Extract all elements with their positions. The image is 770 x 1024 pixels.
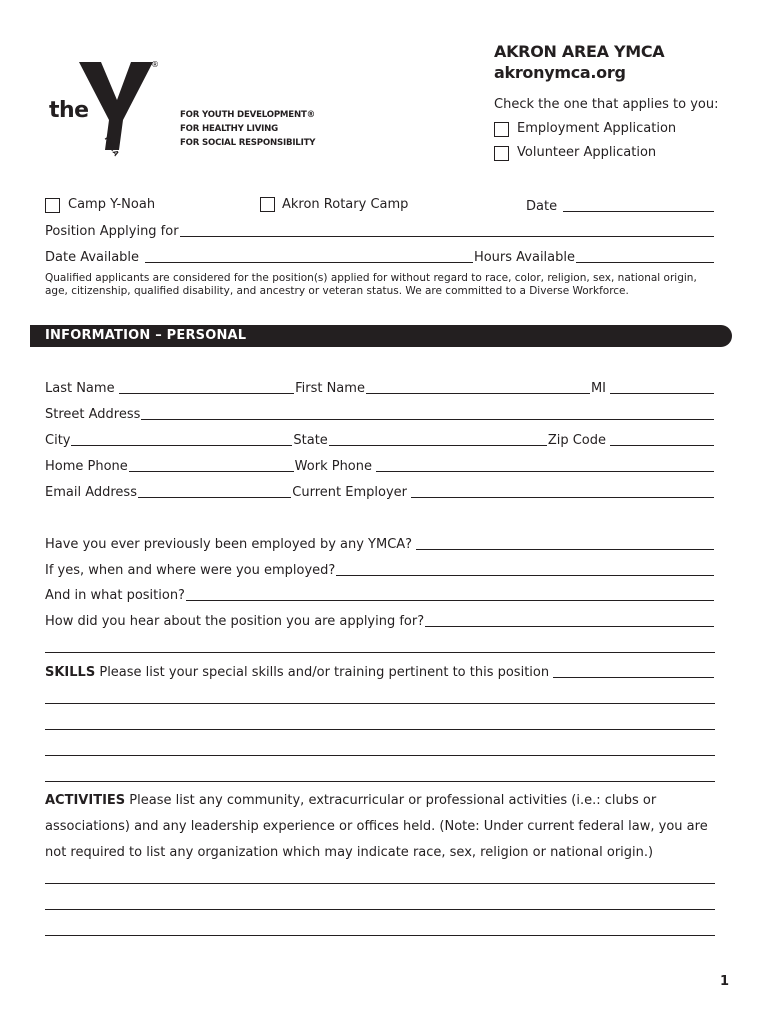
- state-line[interactable]: [329, 444, 547, 446]
- city-line[interactable]: [71, 444, 292, 446]
- logo-registered-mark: ®: [151, 60, 159, 69]
- logo-tagline: [180, 108, 315, 150]
- work-phone-line[interactable]: [376, 470, 714, 472]
- employment-application-label: Employment Application: [517, 121, 677, 136]
- ymca-y-logo-icon: [79, 60, 159, 150]
- question-when-where: [45, 561, 715, 579]
- skills-prompt: [45, 665, 549, 681]
- position-applying-line[interactable]: [180, 235, 714, 237]
- skills-text: Please list your special skills and/or training pertinent to this position: [95, 665, 550, 680]
- hours-available-label: Hours Available: [473, 250, 575, 265]
- street-address-label: Street Address: [45, 407, 141, 422]
- question-when-where-line[interactable]: [336, 574, 714, 576]
- blank-answer-line[interactable]: [45, 652, 715, 653]
- section-header-personal: [30, 325, 732, 347]
- akron-rotary-camp-label: Akron Rotary Camp: [282, 197, 409, 212]
- name-row: [45, 379, 715, 397]
- skills-line[interactable]: [553, 676, 714, 678]
- page-number: 1: [720, 974, 730, 989]
- ymca-logo: [45, 58, 335, 158]
- question-how-heard: [45, 612, 715, 630]
- skills-blank-line[interactable]: [45, 703, 715, 704]
- first-name-line[interactable]: [366, 392, 590, 394]
- street-address-field: [45, 405, 715, 423]
- last-name-line[interactable]: [119, 392, 295, 394]
- logo-ymca-vertical-text: YMCA: [102, 134, 121, 158]
- skills-row: [45, 663, 715, 681]
- work-phone-label: Work Phone: [294, 459, 372, 474]
- mi-label: MI: [590, 381, 606, 396]
- zip-code-label: Zip Code: [547, 433, 606, 448]
- date-available-line[interactable]: [145, 261, 473, 263]
- tagline-line-1: FOR YOUTH DEVELOPMENT®: [180, 110, 316, 120]
- activities-heading: ACTIVITIES: [45, 793, 126, 808]
- org-name: AKRON AREA YMCA: [494, 42, 665, 61]
- akron-rotary-camp-checkbox[interactable]: [260, 197, 275, 212]
- check-prompt: Check the one that applies to you:: [494, 97, 719, 112]
- camp-y-noah-label: Camp Y-Noah: [68, 197, 156, 212]
- tagline-line-2: FOR HEALTHY LIVING: [180, 124, 278, 134]
- position-applying-label: Position Applying for: [45, 224, 179, 239]
- email-address-label: Email Address: [45, 485, 137, 500]
- street-address-line[interactable]: [141, 418, 714, 420]
- question-how-heard-line[interactable]: [425, 625, 714, 627]
- org-website: akronymca.org: [494, 63, 626, 82]
- phone-row: [45, 457, 715, 475]
- date-label: Date: [526, 199, 558, 214]
- position-applying-field: [45, 222, 715, 240]
- skills-heading: SKILLS: [45, 665, 96, 680]
- skills-blank-line[interactable]: [45, 781, 715, 782]
- home-phone-label: Home Phone: [45, 459, 128, 474]
- activities-blank-line[interactable]: [45, 909, 715, 910]
- question-previous-ymca-label: Have you ever previously been employed by any YMCA?: [45, 537, 413, 552]
- skills-blank-line[interactable]: [45, 755, 715, 756]
- volunteer-application-label: Volunteer Application: [517, 145, 657, 160]
- eeo-disclaimer: Qualified applicants are considered for the position(s) applied for without regard to race, color, religion, sex, national origin, age, citizenship, qualified disability, and ancestry or veteran status. We are committed to a Diverse Workforce.: [45, 272, 697, 297]
- question-when-where-label: If yes, when and where were you employed?: [45, 563, 336, 578]
- mi-line[interactable]: [610, 392, 714, 394]
- question-position: [45, 586, 715, 604]
- last-name-label: Last Name: [45, 381, 115, 396]
- volunteer-application-checkbox[interactable]: [494, 146, 509, 161]
- city-label: City: [45, 433, 71, 448]
- question-position-label: And in what position?: [45, 588, 185, 603]
- question-previous-ymca-line[interactable]: [416, 548, 714, 550]
- current-employer-label: Current Employer: [292, 485, 407, 500]
- availability-row: [45, 248, 715, 266]
- email-employer-row: [45, 483, 715, 501]
- zip-code-line[interactable]: [610, 444, 714, 446]
- tagline-line-3: FOR SOCIAL RESPONSIBILITY: [180, 138, 316, 148]
- section-title: INFORMATION – PERSONAL: [45, 328, 247, 343]
- date-field: [526, 197, 715, 215]
- camp-y-noah-checkbox[interactable]: [45, 198, 60, 213]
- email-address-line[interactable]: [138, 496, 291, 498]
- hours-available-line[interactable]: [576, 261, 714, 263]
- home-phone-line[interactable]: [129, 470, 294, 472]
- activities-prompt: [45, 788, 715, 866]
- employment-application-checkbox[interactable]: [494, 122, 509, 137]
- activities-text: Please list any community, extracurricular or professional activities (i.e.: clubs or associations) and any leadership experience or offices held. (Note: Under current federal law, you are not required to list any organization which may indicate race, sex, religion or national origin.): [45, 793, 708, 860]
- date-line[interactable]: [563, 210, 714, 212]
- skills-blank-line[interactable]: [45, 729, 715, 730]
- question-how-heard-label: How did you hear about the position you are applying for?: [45, 614, 425, 629]
- question-previous-ymca: [45, 535, 715, 553]
- current-employer-line[interactable]: [411, 496, 714, 498]
- first-name-label: First Name: [295, 381, 365, 396]
- state-label: State: [293, 433, 328, 448]
- date-available-label: Date Available: [45, 250, 140, 265]
- city-state-zip-row: [45, 431, 715, 449]
- question-position-line[interactable]: [186, 599, 714, 601]
- activities-blank-line[interactable]: [45, 935, 715, 936]
- activities-blank-line[interactable]: [45, 883, 715, 884]
- logo-the-text: the: [49, 98, 89, 123]
